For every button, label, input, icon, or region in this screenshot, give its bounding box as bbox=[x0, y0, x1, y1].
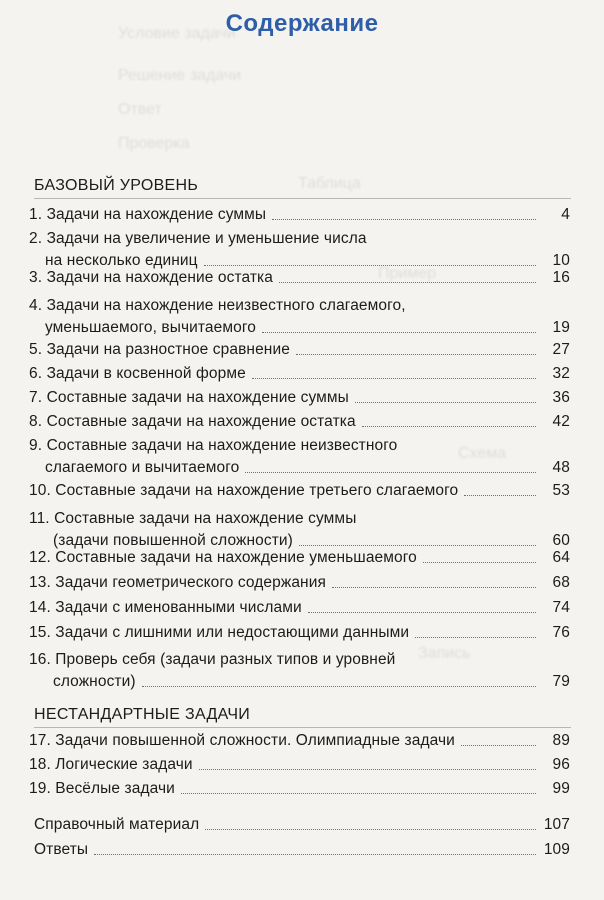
entry-number: 2. bbox=[29, 230, 43, 247]
entry-title: Ответы bbox=[34, 841, 89, 858]
entry-title-continuation: сложности) bbox=[53, 673, 136, 690]
page-number: 76 bbox=[552, 624, 570, 641]
entry-number: 8. bbox=[29, 413, 43, 430]
leader-dots bbox=[461, 745, 536, 746]
leader-dots bbox=[181, 793, 536, 794]
leader-dots bbox=[272, 219, 536, 220]
leader-dots bbox=[308, 612, 536, 613]
page-number: 107 bbox=[543, 816, 570, 833]
entry-number: 10. bbox=[29, 482, 51, 499]
leader-dots bbox=[464, 495, 536, 496]
page-number: 16 bbox=[552, 269, 570, 286]
leader-dots bbox=[199, 769, 536, 770]
toc-entry-19[interactable] bbox=[29, 779, 570, 799]
page-number: 99 bbox=[552, 780, 570, 797]
entry-number: 16. bbox=[29, 651, 51, 668]
leader-dots bbox=[94, 854, 536, 855]
toc-entry-10[interactable] bbox=[29, 481, 570, 501]
leader-dots bbox=[332, 587, 536, 588]
page-number: 89 bbox=[552, 732, 570, 749]
toc-entry-8[interactable] bbox=[29, 412, 570, 432]
entry-title: Весёлые задачи bbox=[55, 780, 175, 797]
page-number: 36 bbox=[552, 389, 570, 406]
page-bottom-margin bbox=[0, 860, 604, 900]
entry-number: 3. bbox=[29, 269, 43, 286]
entry-title: Справочный материал bbox=[34, 816, 200, 833]
toc-entry-answers[interactable] bbox=[34, 840, 570, 860]
entry-number: 5. bbox=[29, 341, 43, 358]
entry-number: 15. bbox=[29, 624, 51, 641]
leader-dots bbox=[245, 472, 536, 473]
entry-number: 7. bbox=[29, 389, 43, 406]
toc-entry-1[interactable] bbox=[29, 205, 570, 225]
page-number: 79 bbox=[552, 673, 570, 690]
entry-title: Задачи на нахождение суммы bbox=[46, 206, 267, 223]
section-title-basic-level: БАЗОВЫЙ УРОВЕНЬ bbox=[34, 177, 199, 194]
page-number: 48 bbox=[552, 459, 570, 476]
leader-dots bbox=[415, 637, 536, 638]
page-title: Содержание bbox=[225, 10, 379, 37]
entry-number: 14. bbox=[29, 599, 51, 616]
entry-title: Составные задачи на нахождение остатка bbox=[46, 413, 356, 430]
page-number: 64 bbox=[552, 549, 570, 566]
toc-entry-3[interactable] bbox=[29, 268, 570, 288]
toc-entry-16[interactable] bbox=[29, 650, 570, 692]
toc-entry-14[interactable] bbox=[29, 598, 570, 618]
leader-dots bbox=[205, 829, 536, 830]
entry-title: Составные задачи на нахождение неизвестного bbox=[46, 437, 398, 454]
page-number: 19 bbox=[552, 319, 570, 336]
entry-title: Составные задачи на нахождение уменьшаемого bbox=[55, 549, 417, 566]
entry-title: Задачи на нахождение остатка bbox=[46, 269, 273, 286]
leader-dots bbox=[262, 332, 536, 333]
leader-dots bbox=[355, 402, 536, 403]
entry-title-continuation: слагаемого и вычитаемого bbox=[45, 459, 240, 476]
entry-number: 18. bbox=[29, 756, 51, 773]
entry-title: Проверь себя (задачи разных типов и уровней bbox=[55, 651, 396, 668]
toc-entry-6[interactable] bbox=[29, 364, 570, 384]
entry-title: Логические задачи bbox=[55, 756, 193, 773]
entry-title: Составные задачи на нахождение суммы bbox=[46, 389, 349, 406]
page-number: 96 bbox=[552, 756, 570, 773]
page-number: 32 bbox=[552, 365, 570, 382]
section-title-nonstandard-tasks: НЕСТАНДАРТНЫЕ ЗАДАЧИ bbox=[34, 706, 251, 723]
toc-entry-reference-material[interactable] bbox=[34, 815, 570, 835]
toc-entry-18[interactable] bbox=[29, 755, 570, 775]
entry-title-continuation: уменьшаемого, вычитаемого bbox=[45, 319, 256, 336]
entry-title-continuation: на несколько единиц bbox=[45, 252, 198, 269]
toc-entry-11[interactable] bbox=[29, 509, 570, 551]
page-number: 4 bbox=[561, 206, 570, 223]
page-number: 53 bbox=[552, 482, 570, 499]
entry-number: 13. bbox=[29, 574, 51, 591]
leader-dots bbox=[362, 426, 536, 427]
entry-title: Задачи с именованными числами bbox=[55, 599, 302, 616]
toc-entry-4[interactable] bbox=[29, 296, 570, 338]
toc-entry-17[interactable] bbox=[29, 731, 570, 751]
leader-dots bbox=[299, 545, 536, 546]
entry-number: 4. bbox=[29, 297, 43, 314]
entry-number: 1. bbox=[29, 206, 43, 223]
toc-entry-2[interactable] bbox=[29, 229, 570, 271]
entry-number: 9. bbox=[29, 437, 43, 454]
toc-entry-12[interactable] bbox=[29, 548, 570, 568]
toc-entry-15[interactable] bbox=[29, 623, 570, 643]
leader-dots bbox=[296, 354, 536, 355]
entry-title: Задачи на разностное сравнение bbox=[46, 341, 290, 358]
entry-title: Задачи на нахождение неизвестного слагаемого, bbox=[46, 297, 406, 314]
toc-entry-5[interactable] bbox=[29, 340, 570, 360]
page-number: 60 bbox=[552, 532, 570, 549]
entry-number: 6. bbox=[29, 365, 43, 382]
entry-title-continuation: (задачи повышенной сложности) bbox=[53, 532, 293, 549]
page-number: 109 bbox=[543, 841, 570, 858]
entry-title: Задачи геометрического содержания bbox=[55, 574, 326, 591]
entry-title: Задачи с лишними или недостающими данными bbox=[55, 624, 410, 641]
entry-number: 19. bbox=[29, 780, 51, 797]
toc-entry-13[interactable] bbox=[29, 573, 570, 593]
entry-number: 11. bbox=[29, 510, 50, 527]
leader-dots bbox=[204, 265, 536, 266]
entry-title: Задачи в косвенной форме bbox=[46, 365, 246, 382]
entry-number: 12. bbox=[29, 549, 51, 566]
toc-entry-9[interactable] bbox=[29, 436, 570, 478]
leader-dots bbox=[423, 562, 536, 563]
entry-number: 17. bbox=[29, 732, 51, 749]
page-number: 42 bbox=[552, 413, 570, 430]
entry-title: Составные задачи на нахождение суммы bbox=[54, 510, 357, 527]
entry-title: Составные задачи на нахождение третьего слагаемого bbox=[55, 482, 459, 499]
entry-title: Задачи на увеличение и уменьшение числа bbox=[46, 230, 367, 247]
page-number: 27 bbox=[552, 341, 570, 358]
show-through-text: Условие задачи Решение задачи Ответ Проверка Таблица Пример Схема Запись bbox=[118, 25, 507, 662]
leader-dots bbox=[252, 378, 536, 379]
toc-entry-7[interactable] bbox=[29, 388, 570, 408]
leader-dots bbox=[279, 282, 536, 283]
entry-title: Задачи повышенной сложности. Олимпиадные задачи bbox=[55, 732, 455, 749]
leader-dots bbox=[142, 686, 536, 687]
page-number: 74 bbox=[552, 599, 570, 616]
page-number: 10 bbox=[552, 252, 570, 269]
page-number: 68 bbox=[552, 574, 570, 591]
